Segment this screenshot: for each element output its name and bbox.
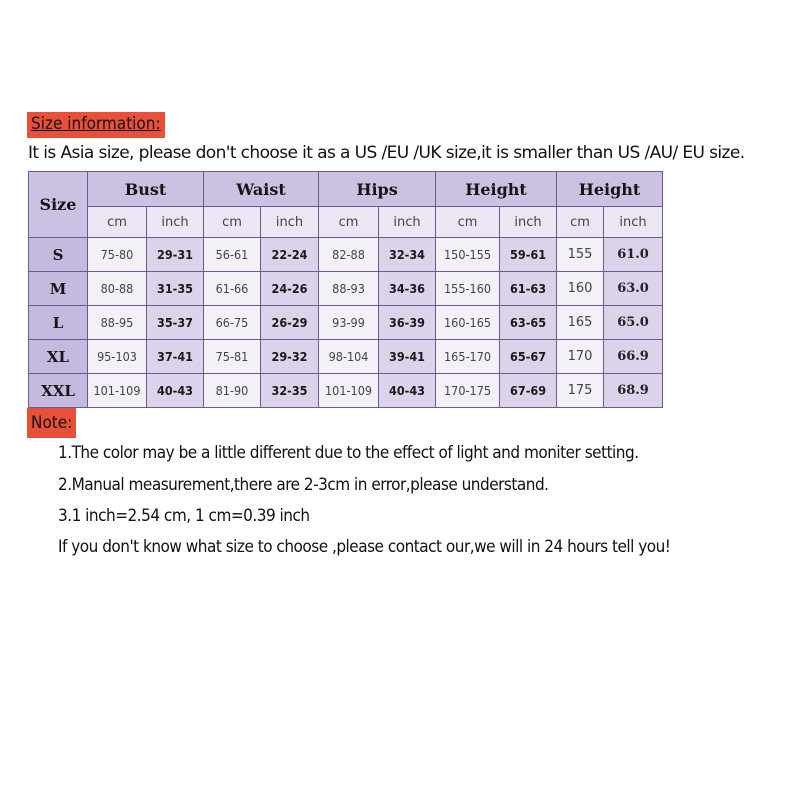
hips-header: Hips xyxy=(319,172,436,207)
height-header: Height xyxy=(436,172,557,207)
cm-value-cell: 81-90 xyxy=(204,374,261,408)
table-row xyxy=(29,238,663,272)
unit-cell: cm xyxy=(319,207,379,238)
inch-value-cell: 63-65 xyxy=(500,306,557,340)
inch-value-cell: 66.9 xyxy=(604,340,663,374)
size-label-cell: XL xyxy=(29,340,88,374)
inch-value-cell: 34-36 xyxy=(379,272,436,306)
inch-value-cell: 35-37 xyxy=(147,306,204,340)
cm-value-cell: 155 xyxy=(557,238,604,272)
cm-value-cell: 80-88 xyxy=(88,272,147,306)
waist-header: Waist xyxy=(204,172,319,207)
inch-value-cell: 65-67 xyxy=(500,340,557,374)
cm-value-cell: 160 xyxy=(557,272,604,306)
inch-value-cell: 24-26 xyxy=(261,272,319,306)
inch-value-cell: 40-43 xyxy=(379,374,436,408)
cm-value-cell: 75-80 xyxy=(88,238,147,272)
unit-cell: inch xyxy=(261,207,319,238)
size-label-cell: XXL xyxy=(29,374,88,408)
size-chart-table xyxy=(28,171,663,408)
inch-value-cell: 31-35 xyxy=(147,272,204,306)
size-rows xyxy=(29,238,663,408)
cm-value-cell: 155-160 xyxy=(436,272,500,306)
note-line-color: 1.The color may be a little different due to the effect of light and moniter setting. xyxy=(58,443,639,463)
unit-cell: inch xyxy=(147,207,204,238)
inch-value-cell: 59-61 xyxy=(500,238,557,272)
cm-value-cell: 101-109 xyxy=(88,374,147,408)
unit-cell: inch xyxy=(379,207,436,238)
cm-value-cell: 150-155 xyxy=(436,238,500,272)
inch-value-cell: 68.9 xyxy=(604,374,663,408)
cm-value-cell: 93-99 xyxy=(319,306,379,340)
table-header-row xyxy=(29,172,663,207)
bust-header: Bust xyxy=(88,172,204,207)
inch-value-cell: 40-43 xyxy=(147,374,204,408)
unit-cell: inch xyxy=(500,207,557,238)
inch-value-cell: 29-32 xyxy=(261,340,319,374)
table-row xyxy=(29,374,663,408)
inch-value-cell: 61-63 xyxy=(500,272,557,306)
inch-value-cell: 61.0 xyxy=(604,238,663,272)
cm-value-cell: 101-109 xyxy=(319,374,379,408)
cm-value-cell: 61-66 xyxy=(204,272,261,306)
cm-value-cell: 98-104 xyxy=(319,340,379,374)
unit-cell: cm xyxy=(557,207,604,238)
inch-value-cell: 29-31 xyxy=(147,238,204,272)
cm-value-cell: 82-88 xyxy=(319,238,379,272)
cm-value-cell: 170-175 xyxy=(436,374,500,408)
cm-value-cell: 165-170 xyxy=(436,340,500,374)
cm-value-cell: 165 xyxy=(557,306,604,340)
inch-value-cell: 39-41 xyxy=(379,340,436,374)
unit-row xyxy=(29,207,663,238)
height-header-2: Height xyxy=(557,172,663,207)
inch-value-cell: 36-39 xyxy=(379,306,436,340)
inch-value-cell: 65.0 xyxy=(604,306,663,340)
unit-cell: inch xyxy=(604,207,663,238)
note-label: Note: xyxy=(27,408,76,438)
unit-cell: cm xyxy=(88,207,147,238)
cm-value-cell: 95-103 xyxy=(88,340,147,374)
inch-value-cell: 63.0 xyxy=(604,272,663,306)
inch-value-cell: 26-29 xyxy=(261,306,319,340)
size-label-cell: L xyxy=(29,306,88,340)
size-column-header: Size xyxy=(29,172,88,238)
unit-cell: cm xyxy=(204,207,261,238)
table-row xyxy=(29,340,663,374)
size-information-label: Size information: xyxy=(27,112,165,138)
note-line-contact: If you don't know what size to choose ,please contact our,we will in 24 hours tell you! xyxy=(58,537,671,557)
cm-value-cell: 170 xyxy=(557,340,604,374)
inch-value-cell: 32-34 xyxy=(379,238,436,272)
cm-value-cell: 175 xyxy=(557,374,604,408)
table-row xyxy=(29,272,663,306)
note-line-measurement: 2.Manual measurement,there are 2-3cm in error,please understand. xyxy=(58,475,549,495)
size-label-cell: M xyxy=(29,272,88,306)
unit-cell: cm xyxy=(436,207,500,238)
inch-value-cell: 22-24 xyxy=(261,238,319,272)
note-line-conversion: 3.1 inch=2.54 cm, 1 cm=0.39 inch xyxy=(58,506,310,526)
size-label-cell: S xyxy=(29,238,88,272)
cm-value-cell: 88-95 xyxy=(88,306,147,340)
inch-value-cell: 67-69 xyxy=(500,374,557,408)
cm-value-cell: 160-165 xyxy=(436,306,500,340)
cm-value-cell: 56-61 xyxy=(204,238,261,272)
inch-value-cell: 32-35 xyxy=(261,374,319,408)
table-row xyxy=(29,306,663,340)
cm-value-cell: 66-75 xyxy=(204,306,261,340)
cm-value-cell: 88-93 xyxy=(319,272,379,306)
inch-value-cell: 37-41 xyxy=(147,340,204,374)
asia-size-notice: It is Asia size, please don't choose it as a US /EU /UK size,it is smaller than US /AU/ EU size. xyxy=(28,143,745,163)
cm-value-cell: 75-81 xyxy=(204,340,261,374)
